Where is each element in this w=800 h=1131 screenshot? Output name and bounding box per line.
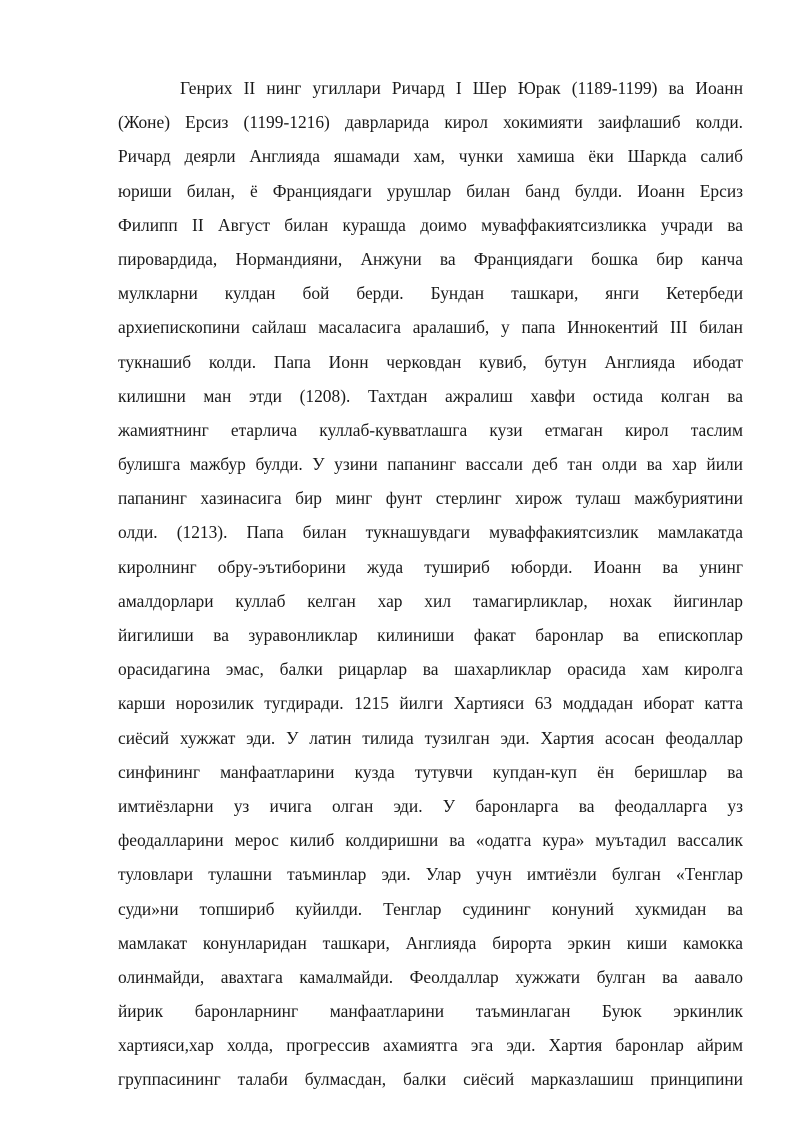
text-line: Филипп II Август билан курашда доимо муваффакиятсизликка учради ва (118, 214, 743, 235)
text-line: хартияси,хар холда, прогрессив ахамиятга эга эди. Хартия баронлар айрим (118, 1035, 743, 1056)
text-line: олди. (1213). Папа билан тукнашувдаги муваффакиятсизлик мамлакатда (118, 522, 743, 543)
text-line: мулкларни кулдан бой берди. Бундан ташкари, янги Кетербеди (118, 283, 743, 304)
text-line: группасининг талаби булмасдан, балки сиёсий марказлашиш принципини (118, 1069, 743, 1090)
text-line: орасидагина эмас, балки рицарлар ва шахарликлар орасида хам киролга (118, 659, 743, 680)
text-line: карши норозилик тугдиради. 1215 йилги Хартияси 63 моддадан иборат катта (118, 693, 743, 714)
text-line: (Жоне) Ерсиз (1199-1216) даврларида кирол хокимияти заифлашиб колди. (118, 112, 743, 133)
text-line: синфининг манфаатларини кузда тутувчи купдан-куп ён беришлар ва (118, 761, 743, 782)
text-line: киролнинг обру-эътиборини жуда тушириб юборди. Иоанн ва унинг (118, 556, 743, 577)
text-line: тукнашиб колди. Папа Ионн черковдан кувиб, бутун Англияда ибодат (118, 351, 743, 372)
text-line: олинмайди, авахтага камалмайди. Феолдаллар хужжати булган ва аавало (118, 966, 743, 987)
text-line: Генрих II нинг угиллари Ричард I Шер Юрак (1189-1199) ва Иоанн (180, 78, 743, 98)
text-line: феодалларини мерос килиб колдиришни ва «одатга кура» муътадил вассалик (118, 830, 743, 851)
text-line: имтиёзларни уз ичига олган эди. У баронларга ва феодалларга уз (118, 795, 743, 816)
text-line: юриши билан, ё Франциядаги урушлар билан банд булди. Иоанн Ерсиз (118, 180, 743, 201)
text-line: жамиятнинг етарлича куллаб-кувватлашга кузи етмаган кирол таслим (118, 419, 743, 440)
text-line: папанинг хазинасига бир минг фунт стерлинг хирож тулаш мажбуриятини (118, 488, 743, 509)
text-line: сиёсий хужжат эди. У латин тилида тузилган эди. Хартия асосан феодаллар (118, 727, 743, 748)
text-line: йирик баронларнинг манфаатларини таъминлаган Буюк эркинлик (118, 1001, 743, 1022)
text-line: суди»ни топшириб куйилди. Тенглар судининг конуний хукмидан ва (118, 898, 743, 919)
text-line: мамлакат конунларидан ташкари, Англияда бирорта эркин киши камокка (118, 932, 743, 953)
text-line: килишни ман этди (1208). Тахтдан ажралиш хавфи остида колган ва (118, 385, 743, 406)
text-line: туловлари тулашни таъминлар эди. Улар учун имтиёзли булган «Тенглар (118, 864, 743, 885)
body-paragraph (118, 71, 743, 1097)
text-line: йигилиши ва зуравонликлар килиниши факат баронлар ва епископлар (118, 625, 743, 645)
text-line: булишга мажбур булди. У узини папанинг вассали деб тан олди ва хар йили (118, 454, 743, 475)
text-line: Ричард деярли Англияда яшамади хам, чунки хамиша ёки Шаркда салиб (118, 146, 743, 167)
text-line: архиепископини сайлаш масаласига аралашиб, у папа Иннокентий III билан (118, 317, 743, 338)
text-line: амалдорлари куллаб келган хар хил тамагирликлар, нохак йигинлар (118, 590, 743, 611)
text-line: пировардида, Нормандияни, Анжуни ва Франциядаги бошка бир канча (118, 248, 743, 269)
